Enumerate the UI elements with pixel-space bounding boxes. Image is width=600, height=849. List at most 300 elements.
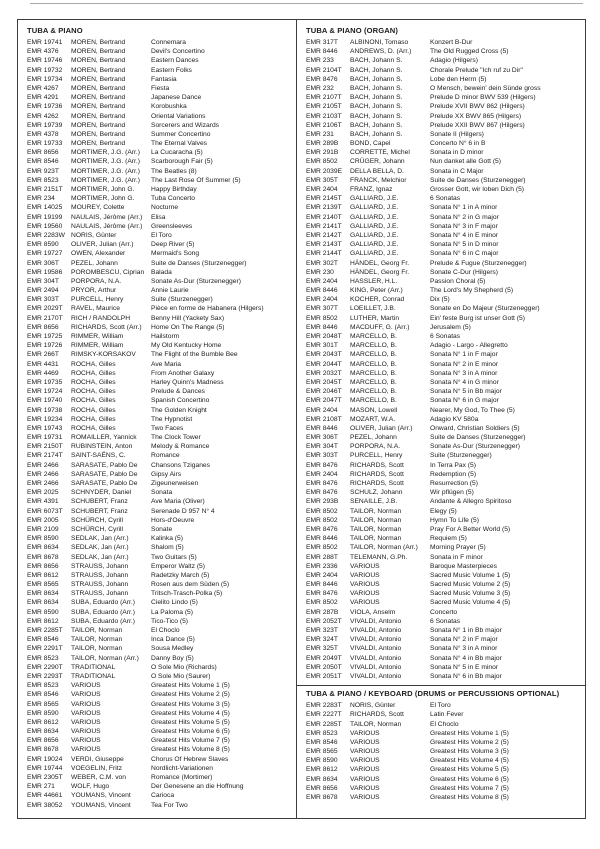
piece-title: Prelude XX BWV 865 (Hilgers) (430, 112, 522, 120)
composer-name: STRAUSS, Johann (71, 562, 129, 570)
piece-title: Hymn To Life (5) (430, 516, 479, 524)
emr-code: EMR 8476 (306, 461, 338, 469)
emr-code: EMR 19727 (27, 250, 63, 258)
emr-code: EMR 8502 (306, 544, 338, 552)
emr-code: EMR 19724 (27, 388, 63, 396)
emr-code: EMR 2283W (27, 231, 65, 239)
catalog-row (27, 764, 290, 773)
piece-title: Grosser Gott, wir loben Dich (5) (430, 186, 525, 193)
piece-title: Tuba Concerto (151, 195, 195, 203)
emr-code: EMR 14025 (27, 204, 63, 212)
piece-title: Sonata N° 3 in A minor (430, 369, 498, 377)
catalog-row (27, 185, 290, 194)
piece-title: Resurrection (5) (430, 480, 478, 487)
piece-title: Elegy (5) (430, 507, 457, 515)
composer-name: SARASATE, Pablo De (71, 470, 138, 478)
composer-name: RICHARDS, Scott (350, 480, 404, 487)
catalog-row (306, 516, 579, 525)
composer-name: BACH, Johann S. (350, 94, 403, 102)
emr-code: EMR 19738 (27, 406, 63, 414)
catalog-row (27, 534, 290, 543)
piece-title: Sonata in C Major (430, 167, 484, 175)
composer-name: ALBINONI, Tomaso (350, 39, 409, 46)
catalog-row (306, 534, 579, 543)
piece-title: Chansons Tziganes (151, 461, 210, 469)
catalog-row (306, 47, 579, 56)
composer-name: MOREN, Bertrand (71, 57, 126, 65)
emr-code: EMR 8502 (306, 516, 338, 524)
piece-title: Adagio (Hilgers) (430, 57, 478, 65)
composer-name: RICHARDS, Scott (350, 711, 404, 719)
composer-name: ROMAILLER, Yannick (71, 434, 137, 442)
emr-code: EMR 231 (306, 130, 334, 138)
piece-title: Nordlicht-Variationen (151, 764, 213, 772)
piece-title: Greatest Hits Volume 1 (5) (430, 729, 509, 737)
catalog-row (27, 654, 290, 663)
composer-name: RICHARDS, Scott (350, 470, 404, 478)
catalog-row (306, 738, 579, 747)
emr-code: EMR 2170T (27, 314, 63, 322)
composer-name: TAILOR, Norman (Arr.) (71, 654, 139, 662)
composer-name: VARIOUS (71, 746, 101, 754)
catalog-row (27, 516, 290, 525)
piece-title: Eastern Folks (151, 66, 192, 74)
catalog-row (27, 378, 290, 387)
catalog-row (27, 240, 290, 249)
catalog-row (306, 553, 579, 562)
piece-title: The Old Rugged Cross (5) (430, 48, 509, 56)
emr-code: EMR 19024 (27, 755, 63, 763)
catalog-row (306, 729, 579, 738)
composer-name: MARCELLO, B. (350, 351, 397, 359)
piece-title: The Flight of the Bumble Bee (151, 351, 238, 359)
emr-code: EMR 2145T (306, 195, 342, 203)
piece-title: Suite (Sturzenegger) (151, 296, 213, 304)
composer-name: VARIOUS (71, 691, 101, 699)
piece-title: Sonata N° 1 in F major (430, 351, 498, 359)
composer-name: GALLIARD, J.E. (350, 204, 399, 212)
emr-code: EMR 2049T (306, 654, 342, 662)
catalog-row (306, 451, 579, 460)
composer-name: PEZEL, Johann (71, 259, 118, 267)
piece-title: Sonata N° 3 in F major (430, 222, 498, 230)
piece-title: Prelude & Fugue (Sturzenegger) (430, 259, 527, 267)
catalog-row (27, 176, 290, 185)
catalog-row (27, 66, 290, 75)
piece-title: Sonata in F minor (430, 553, 483, 561)
emr-code: EMR 19586 (27, 268, 63, 276)
catalog-row (27, 681, 290, 690)
catalog-row (306, 66, 579, 75)
composer-name: SAINT-SAËNS, C. (71, 452, 126, 460)
piece-title: Cielito Lindo (5) (151, 599, 198, 607)
composer-name: PORPORA, N.A. (71, 277, 122, 285)
composer-name: BACH, Johann S. (350, 75, 403, 83)
piece-title: Summer Concertino (151, 130, 211, 138)
catalog-row (27, 782, 290, 791)
catalog-row (306, 672, 579, 681)
composer-name: BACH, Johann S. (350, 84, 403, 92)
piece-title: Baroque Masterpieces (430, 562, 497, 570)
composer-name: WEBER, C.M. von (71, 774, 126, 781)
emr-code: EMR 2466 (27, 470, 59, 478)
catalog-row (27, 598, 290, 607)
catalog-row (27, 424, 290, 433)
catalog-row (27, 718, 290, 727)
piece-title: Wir pflügen (5) (430, 489, 474, 497)
piece-title: Emperor Waltz (5) (151, 562, 206, 570)
piece-title: Sorcerers and Wizards (151, 121, 220, 129)
composer-name: VARIOUS (71, 700, 101, 708)
emr-code: EMR 325T (306, 645, 338, 653)
catalog-row (27, 507, 290, 516)
catalog-row (27, 93, 290, 102)
piece-title: Sonata N° 3 in A minor (430, 645, 498, 653)
composer-name: MARCELLO, B. (350, 397, 397, 405)
catalog-row (306, 277, 579, 286)
catalog-row (306, 304, 579, 313)
composer-name: YOUMANS, Vincent (71, 792, 131, 800)
piece-title: Greatest Hits Volume 4 (5) (151, 709, 230, 717)
catalog-row (306, 387, 579, 396)
piece-title: Passion Choral (5) (430, 277, 486, 285)
piece-title: Prelude XXII BWV 867 (Hilgers) (430, 121, 525, 129)
emr-code: EMR 19746 (27, 57, 63, 65)
emr-code: EMR 19736 (27, 103, 63, 111)
emr-code: EMR 271 (27, 783, 55, 791)
emr-code: EMR 8446 (306, 323, 338, 331)
emr-code: EMR 2045T (306, 378, 342, 386)
catalog-row (27, 102, 290, 111)
piece-title: Greatest Hits Volume 8 (5) (151, 746, 230, 754)
piece-title: Sonata N° 4 in Bb major (430, 654, 502, 662)
emr-code: EMR 2143T (306, 241, 342, 249)
catalog-row (27, 488, 290, 497)
composer-name: VARIOUS (350, 599, 380, 607)
piece-title: The Eternal Valves (151, 140, 208, 148)
piece-title: Sonate As-Dur (Sturzenegger) (151, 277, 241, 285)
piece-title: La Paloma (5) (151, 608, 194, 616)
piece-title: El Choclo (430, 720, 459, 728)
emr-code: EMR 8446 (306, 287, 338, 295)
piece-title: Greatest Hits Volume 3 (5) (151, 700, 230, 708)
piece-title: Romance (151, 452, 180, 460)
catalog-row (27, 497, 290, 506)
emr-code: EMR 234 (27, 195, 55, 203)
catalog-row (27, 736, 290, 745)
emr-code: EMR 2050T (306, 663, 342, 671)
catalog-box (17, 19, 586, 819)
piece-title: Suite de Danses (Sturzenegger) (151, 259, 247, 267)
emr-code: EMR 2104T (306, 66, 342, 74)
emr-code: EMR 8612 (27, 617, 59, 625)
catalog-row (306, 176, 579, 185)
piece-title: Elisa (151, 213, 166, 221)
emr-code: EMR 2466 (27, 461, 59, 469)
composer-name: ROCHA, Gilles (71, 360, 116, 368)
piece-title: Sonata N° 4 in E minor (430, 231, 499, 239)
page-top-rule (30, 3, 583, 4)
composer-name: GALLIARD, J.E. (350, 250, 399, 258)
emr-code: EMR 8446 (306, 535, 338, 543)
emr-code: EMR 8634 (27, 590, 59, 598)
emr-code: EMR 2285T (27, 627, 63, 634)
composer-name: VARIOUS (350, 562, 380, 570)
composer-name: LUTHER, Martin (350, 314, 400, 322)
composer-name: VARIOUS (350, 729, 380, 737)
catalog-row (27, 580, 290, 589)
emr-code: EMR 4469 (27, 369, 59, 377)
catalog-row (27, 672, 290, 681)
catalog-row (306, 415, 579, 424)
emr-code: EMR 19740 (27, 397, 63, 405)
catalog-row (306, 635, 579, 644)
composer-name: BACH, Johann S. (350, 103, 403, 111)
catalog-row (27, 406, 290, 415)
composer-name: HASSLER, H.L. (350, 277, 398, 285)
catalog-row (27, 461, 290, 470)
piece-title: In Terra Pax (5) (430, 461, 476, 469)
emr-code: EMR 8590 (27, 241, 59, 249)
emr-code: EMR 4291 (27, 94, 59, 102)
composer-name: VARIOUS (350, 784, 380, 792)
emr-code: EMR 19735 (27, 378, 63, 386)
emr-code: EMR 2151T (27, 186, 63, 193)
catalog-row (27, 369, 290, 378)
emr-code: EMR 2046T (306, 388, 342, 396)
piece-title: Sonate II (Hilgers) (430, 130, 484, 138)
catalog-row (306, 543, 579, 552)
composer-name: GALLIARD, J.E. (350, 213, 399, 221)
emr-code: EMR 8634 (306, 775, 338, 783)
catalog-row (27, 442, 290, 451)
emr-code: EMR 2103T (306, 112, 342, 120)
catalog-row (27, 84, 290, 93)
composer-name: TAILOR, Norman (71, 636, 123, 644)
catalog-row (306, 756, 579, 765)
catalog-row (306, 747, 579, 756)
emr-code: EMR 8502 (306, 507, 338, 515)
emr-code: EMR 8656 (27, 562, 59, 570)
emr-code: EMR 2025 (27, 489, 59, 497)
catalog-row (27, 323, 290, 332)
section-rows-keyboard (306, 701, 579, 802)
catalog-row (306, 765, 579, 774)
composer-name: MOREN, Bertrand (71, 94, 126, 102)
piece-title: Two Guitars (5) (151, 553, 197, 561)
piece-title: Zigeunerweisen (151, 480, 199, 487)
composer-name: VARIOUS (71, 718, 101, 726)
piece-title: Prelude XVII BWV 862 (Hilgers) (430, 103, 525, 111)
emr-code: EMR 2174T (27, 452, 63, 460)
piece-title: Tico-Tico (5) (151, 617, 189, 625)
composer-name: VIOLA, Anselm (350, 608, 396, 616)
catalog-row (27, 341, 290, 350)
emr-code: EMR 19741 (27, 39, 63, 46)
emr-code: EMR 19726 (27, 342, 63, 350)
piece-title: Konzert B-Dur (430, 39, 473, 46)
composer-name: TRADITIONAL (71, 672, 116, 680)
piece-title: Dix (5) (430, 296, 450, 304)
composer-name: SENAILLE, J.B. (350, 498, 398, 506)
composer-name: MASON, Lowell (350, 406, 398, 414)
composer-name: VARIOUS (350, 748, 380, 756)
catalog-row (306, 525, 579, 534)
piece-title: Concerto (430, 608, 458, 616)
catalog-row (27, 608, 290, 617)
piece-title: Tritsch-Trasch-Polka (5) (151, 590, 223, 598)
composer-name: FRANCK, Melchior (350, 176, 407, 184)
catalog-row (306, 38, 579, 47)
catalog-row (306, 793, 579, 802)
piece-title: Greensleeves (151, 222, 193, 230)
piece-title: El Toro (151, 231, 172, 239)
emr-code: EMR 293B (306, 498, 339, 506)
composer-name: VIVALDI, Antonio (350, 617, 402, 625)
catalog-row (27, 690, 290, 699)
piece-title: Oriental Variations (151, 112, 206, 120)
composer-name: WOLF, Hugo (71, 783, 110, 791)
emr-code: EMR 8476 (306, 525, 338, 533)
composer-name: STRAUSS, Johann (71, 571, 129, 579)
catalog-row (306, 497, 579, 506)
composer-name: VIVALDI, Antonio (350, 654, 402, 662)
emr-code: EMR 2293T (27, 672, 63, 680)
composer-name: SUBA, Eduardo (Arr.) (71, 608, 135, 616)
catalog-row (306, 378, 579, 387)
emr-code: EMR 8446 (306, 581, 338, 589)
piece-title: Serenade D 957 N° 4 (151, 507, 215, 515)
emr-code: EMR 266T (27, 351, 59, 359)
emr-code: EMR 8656 (27, 149, 59, 157)
catalog-row (306, 720, 579, 729)
catalog-row (306, 249, 579, 258)
piece-title: Redemption (5) (430, 470, 477, 478)
piece-title: Sonata (151, 489, 173, 497)
piece-title: Harley Quinn's Madness (151, 378, 224, 386)
piece-title: The Clock Tower (151, 434, 201, 442)
composer-name: BACH, Johann S. (350, 112, 403, 120)
composer-name: STRAUSS, Johann (71, 581, 129, 589)
piece-title: Sacred Music Volume 3 (5) (430, 590, 511, 598)
composer-name: FRANZ, Ignaz (350, 186, 393, 193)
piece-title: Sacred Music Volume 4 (5) (430, 599, 511, 607)
emr-code: EMR 306T (306, 434, 338, 442)
piece-title: Kalinka (5) (151, 535, 183, 543)
catalog-row (306, 580, 579, 589)
catalog-row (306, 222, 579, 231)
emr-code: EMR 19234 (27, 415, 63, 423)
emr-code: EMR 19743 (27, 424, 63, 432)
catalog-row (306, 424, 579, 433)
composer-name: LOEILLET, J.B. (350, 305, 396, 313)
composer-name: RICHARDS, Scott (Arr.) (71, 323, 142, 331)
composer-name: MOREN, Bertrand (71, 112, 126, 120)
emr-code: EMR 19731 (27, 434, 63, 442)
emr-code: EMR 2105T (306, 103, 342, 111)
catalog-row (27, 148, 290, 157)
emr-code: EMR 8546 (27, 636, 59, 644)
emr-code: EMR 8634 (27, 544, 59, 552)
piece-title: Sonata N° 1 in Bb major (430, 627, 502, 634)
composer-name: MOZART, W.A. (350, 415, 396, 423)
piece-title: Two Faces (151, 424, 184, 432)
catalog-row (306, 701, 579, 710)
piece-title: Korobushka (151, 103, 187, 111)
piece-title: The Golden Knight (151, 406, 207, 414)
emr-code: EMR 289B (306, 140, 339, 148)
catalog-row (27, 314, 290, 323)
emr-code: EMR 8678 (27, 553, 59, 561)
catalog-row (306, 75, 579, 84)
catalog-row (306, 479, 579, 488)
composer-name: NORIS, Günter (71, 231, 117, 239)
composer-name: RICHARDS, Scott (350, 461, 404, 469)
catalog-row (27, 773, 290, 782)
composer-name: TRADITIONAL (71, 663, 116, 671)
composer-name: SCHUBERT, Franz (71, 507, 128, 515)
piece-title: Sonata N° 5 in E minor (430, 663, 499, 671)
catalog-row (306, 231, 579, 240)
composer-name: MOREN, Bertrand (71, 39, 126, 46)
composer-name: VARIOUS (350, 738, 380, 746)
catalog-row (306, 167, 579, 176)
piece-title: Sonata N° 6 in G major (430, 397, 499, 405)
piece-title: Mermaid's Song (151, 250, 200, 258)
emr-code: EMR 8590 (306, 757, 338, 765)
piece-title: Sonata N° 2 in E minor (430, 360, 499, 368)
piece-title: Carioca (151, 792, 175, 800)
composer-name: RICH / RANDOLPH (71, 314, 131, 322)
emr-code: EMR 8446 (306, 424, 338, 432)
piece-title: Adagio - Largo - Allegretto (430, 342, 508, 350)
piece-title: Hailstorm (151, 333, 180, 340)
emr-code: EMR 8446 (306, 48, 338, 56)
catalog-row (306, 654, 579, 663)
composer-name: MARCELLO, B. (350, 388, 397, 396)
composer-name: MOREN, Bertrand (71, 75, 126, 83)
emr-code: EMR 8476 (306, 489, 338, 497)
emr-code: EMR 8634 (27, 728, 59, 736)
composer-name: SUBA, Eduardo (Arr.) (71, 617, 135, 625)
catalog-row (306, 562, 579, 571)
catalog-row (27, 304, 290, 313)
emr-code: EMR 8476 (306, 480, 338, 487)
piece-title: Prelude & Dances (151, 388, 205, 396)
composer-name: YOUMANS, Vincent (71, 801, 131, 809)
composer-name: VARIOUS (350, 581, 380, 589)
catalog-row (27, 415, 290, 424)
catalog-row (306, 461, 579, 470)
piece-title: Greatest Hits Volume 7 (5) (430, 784, 509, 792)
catalog-row (27, 626, 290, 635)
catalog-row (27, 562, 290, 571)
emr-code: EMR 2227T (306, 711, 342, 719)
catalog-row (27, 75, 290, 84)
catalog-row (306, 470, 579, 479)
composer-name: ROCHA, Gilles (71, 378, 116, 386)
catalog-row (27, 470, 290, 479)
emr-code: EMR 8523 (27, 682, 59, 690)
catalog-row (27, 286, 290, 295)
emr-code: EMR 2404 (306, 406, 338, 414)
piece-title: Sonata N° 6 in C major (430, 250, 499, 258)
composer-name: MOREN, Bertrand (71, 84, 126, 92)
composer-name: SCHULZ, Johann (350, 489, 403, 497)
composer-name: RIMMER, William (71, 342, 124, 350)
composer-name: TAILOR, Norman (71, 645, 123, 653)
composer-name: PURCELL, Henry (71, 296, 124, 304)
